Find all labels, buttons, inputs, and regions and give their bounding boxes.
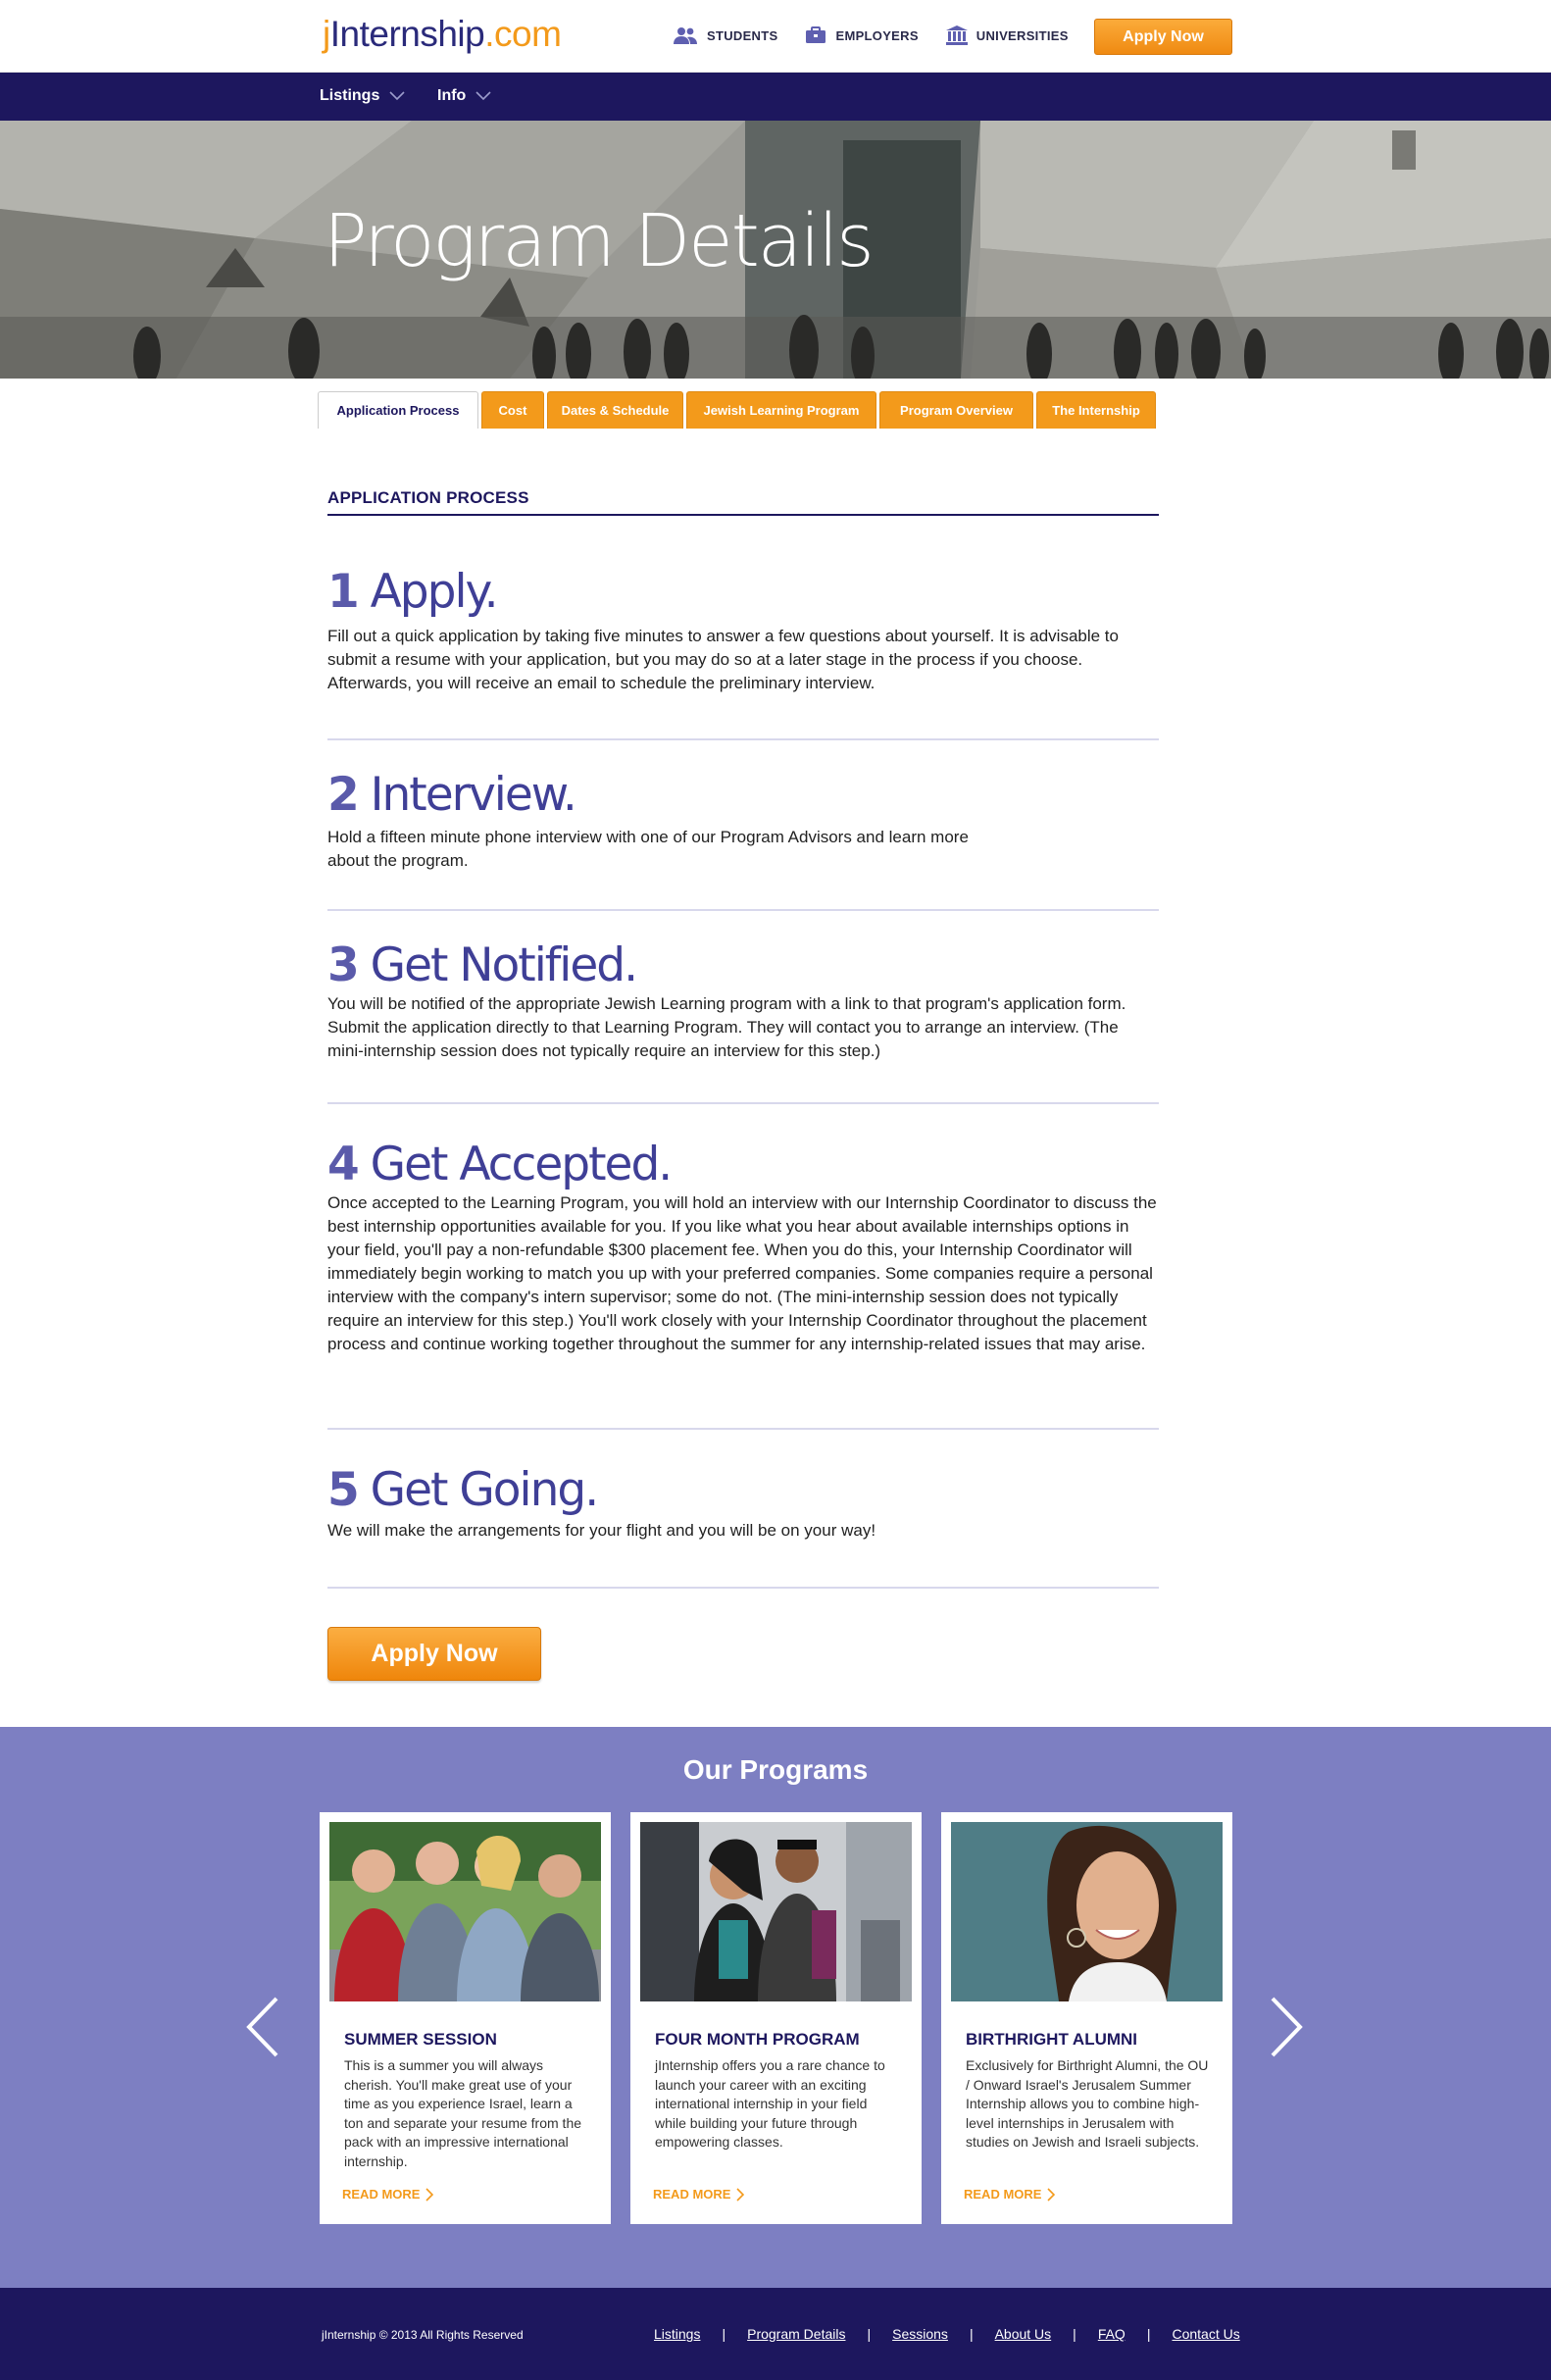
tab-program-overview[interactable]: Program Overview [879,391,1033,429]
footer-link-sessions[interactable]: Sessions [892,2326,948,2342]
tab-the-internship[interactable]: The Internship [1036,391,1156,429]
step-get-notified [327,911,1159,1104]
step-heading: 4 Get Accepted. [327,1138,672,1191]
program-title: FOUR MONTH PROGRAM [655,2030,860,2049]
nav-employers[interactable]: EMPLOYERS [805,26,918,44]
nav-students[interactable]: STUDENTS [673,26,777,44]
page-title: Program Details [324,199,873,283]
program-card-summer-session[interactable] [320,1812,611,2224]
footer-divider: | [867,2326,872,2342]
footer-divider: | [1073,2326,1076,2342]
program-title: SUMMER SESSION [344,2030,497,2049]
footer-link-listings[interactable]: Listings [654,2326,701,2342]
program-description: jInternship offers you a rare chance to launch your career with an exciting international internship in your field while building your future through empowering classes. [655,2057,885,2150]
program-title: BIRTHRIGHT ALUMNI [966,2030,1138,2049]
step-heading: 1 Apply. [327,565,497,619]
program-image-group-of-friends [329,1822,601,2001]
footer-divider: | [1146,2326,1151,2342]
menu-info[interactable]: Info [437,87,491,105]
step-description: You will be notified of the appropriate Jewish Learning program with a link to that program's application form. Submit the application directly to that Learning Program. They will contact you to arrange an interview. (The mini-internship session does not typically require an interview for this step.) [327,994,1126,1060]
chevron-right-icon [1047,2188,1055,2202]
copyright-text: jInternship © 2013 All Rights Reserved [322,2328,524,2342]
step-description: Fill out a quick application by taking five minutes to answer a few questions about yourself. It is advisable to submit a resume with your application, but you may do so at a later stage in the process if you choose. Afterwards, you will receive an email to schedule the preliminary interview. [327,627,1119,692]
step-get-accepted [327,1104,1159,1430]
step-apply [327,516,1159,740]
step-description: Once accepted to the Learning Program, you will hold an interview with our Internship Coordinator to discuss the best internship opportunities available for you. If you like what you hear about available internships options in your field, you'll pay a non-refundable $300 placement fee. When you do this, your Internship Coordinator will immediately begin working to match you up with your preferred companies. Some companies require a personal interview with the company's intern supervisor; some do not. (The mini-internship session does not typically require an interview for this step.) You'll work closely with your Internship Coordinator throughout the placement process and continue working together throughout the summer for any internship-related issues that may arise. [327,1193,1157,1353]
step-interview [327,740,1159,911]
menu-listings[interactable]: Listings [320,87,405,105]
chevron-down-icon [389,91,405,101]
chevron-right-icon [736,2188,744,2202]
university-icon [946,25,968,45]
read-more-link[interactable]: READ MORE [342,2187,433,2202]
program-image-students-city [640,1822,912,2001]
tab-dates-schedule[interactable]: Dates & Schedule [547,391,683,429]
section-title: APPLICATION PROCESS [327,488,1159,516]
application-process-section [327,488,1159,1589]
footer-link-faq[interactable]: FAQ [1097,2326,1126,2342]
footer-divider: | [722,2326,726,2342]
program-tabs [318,391,1156,429]
carousel-next-arrow-icon[interactable] [1269,1997,1304,2057]
program-image-smiling-woman [951,1822,1223,2001]
program-description: This is a summer you will always cherish. You'll make great use of your time as you experience Israel, learn a ton and separate your resume from the pack with an impressive international internship. [344,2057,582,2169]
main-menu-bar [0,73,1551,121]
step-description: We will make the arrangements for your flight and you will be on your way! [327,1521,876,1540]
briefcase-icon [805,26,826,44]
step-heading: 3 Get Notified. [327,938,637,992]
step-description: Hold a fifteen minute phone interview with one of our Program Advisors and learn more about the program. [327,828,969,870]
tab-jewish-learning-program[interactable]: Jewish Learning Program [686,391,876,429]
tab-application-process[interactable]: Application Process [318,391,478,429]
hero-banner [0,121,1551,379]
footer-link-about-us[interactable]: About Us [994,2326,1052,2342]
our-programs-section [0,1727,1551,2288]
programs-title: Our Programs [682,1754,869,1785]
footer-link-contact-us[interactable]: Contact Us [1172,2326,1240,2342]
site-logo[interactable]: jInternship.com [323,14,562,54]
footer-links [654,2326,1240,2342]
tab-cost[interactable]: Cost [481,391,544,429]
top-header [0,0,1551,73]
site-footer [0,2288,1551,2380]
step-heading: 5 Get Going. [327,1463,598,1517]
program-description: Exclusively for Birthright Alumni, the OU / Onward Israel's Jerusalem Summer Internship allows you to combine high-level internships in Jerusalem with studies on Jewish and Israeli subjects. [966,2057,1209,2150]
footer-divider: | [969,2326,974,2342]
step-heading: 2 Interview. [327,768,575,822]
chevron-down-icon [475,91,491,101]
carousel-prev-arrow-icon[interactable] [245,1997,280,2057]
students-icon [673,26,698,44]
program-card-birthright-alumni[interactable] [941,1812,1232,2224]
audience-nav [673,25,1096,45]
nav-universities[interactable]: UNIVERSITIES [946,25,1069,45]
step-get-going [327,1430,1159,1589]
apply-now-button[interactable]: Apply Now [327,1627,541,1681]
program-card-four-month-program[interactable] [630,1812,922,2224]
chevron-right-icon [425,2188,433,2202]
footer-link-program-details[interactable]: Program Details [747,2326,846,2342]
read-more-link[interactable]: READ MORE [653,2187,744,2202]
read-more-link[interactable]: READ MORE [964,2187,1055,2202]
apply-now-header-button[interactable]: Apply Now [1094,19,1232,55]
